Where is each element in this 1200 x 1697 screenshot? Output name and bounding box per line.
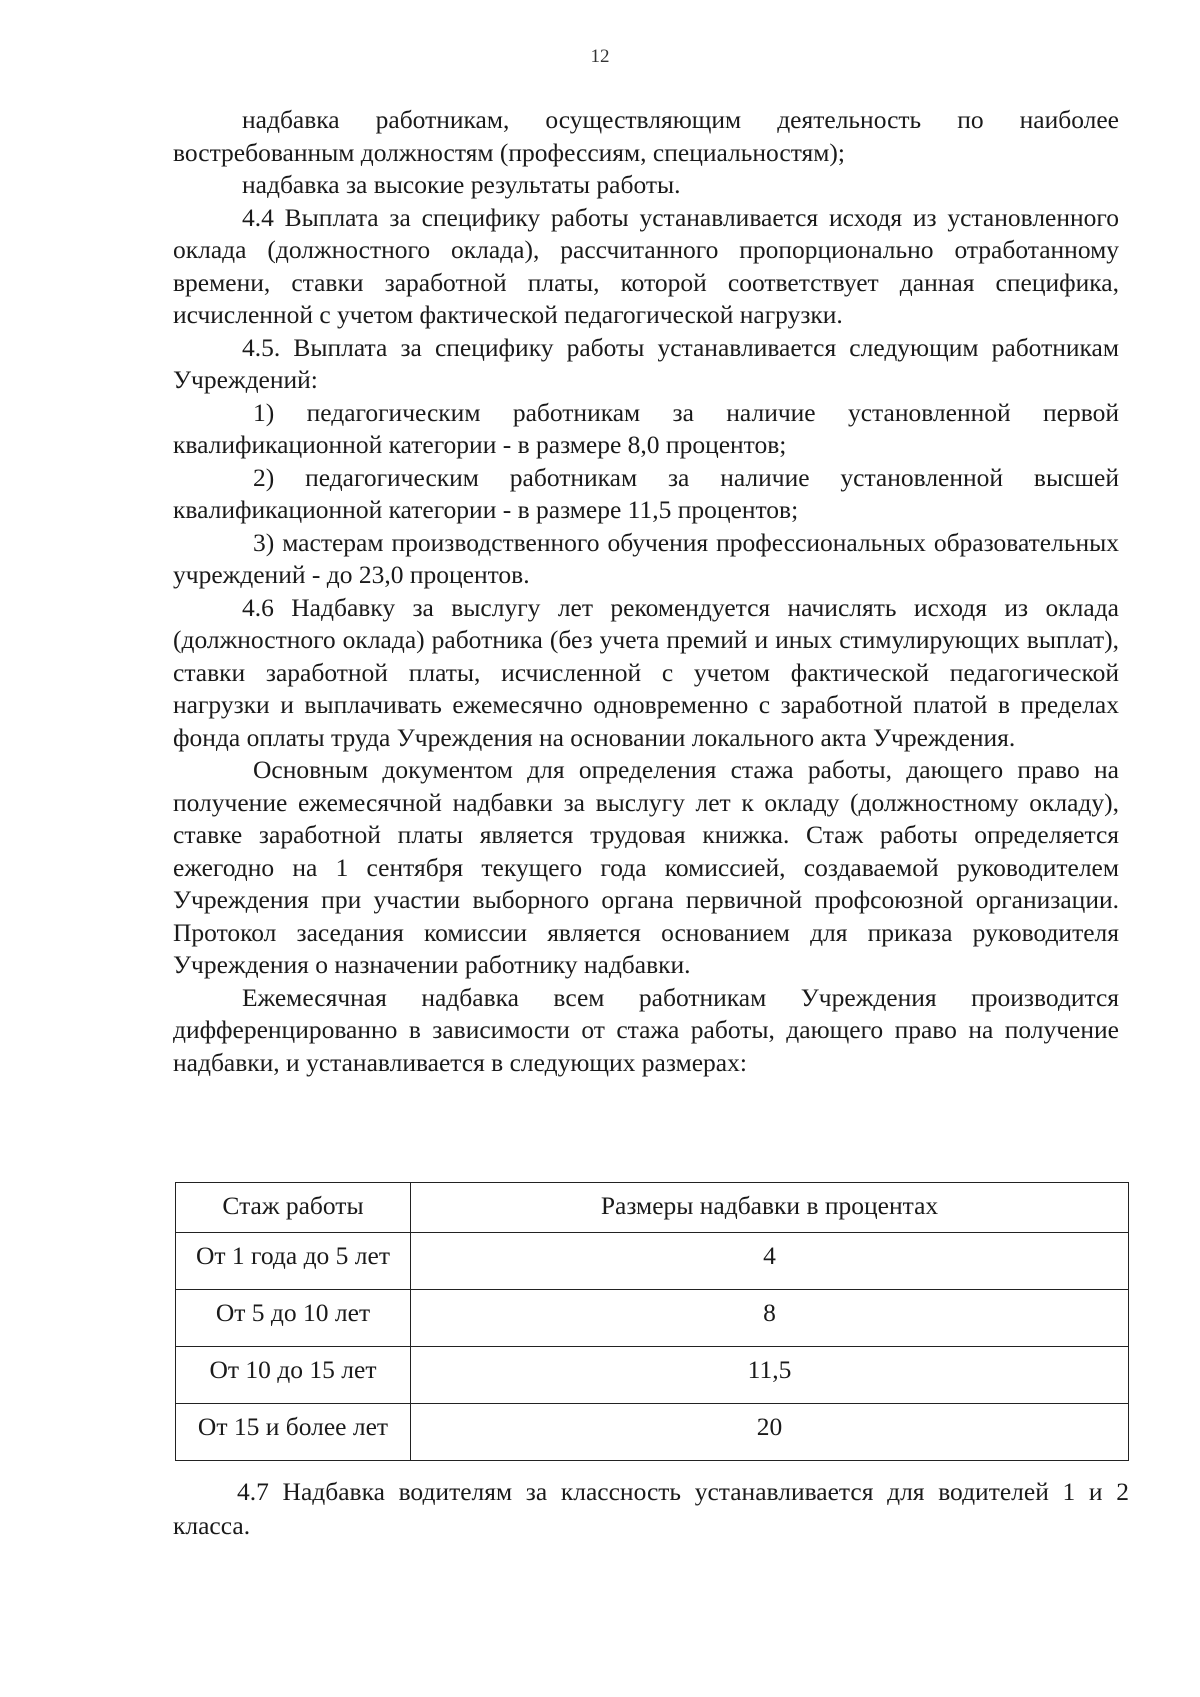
paragraph-high-results-bonus: надбавка за высокие результаты работы. — [242, 170, 681, 199]
table-row — [176, 1404, 1129, 1461]
header-bonus-percent: Размеры надбавки в процентах — [411, 1183, 1129, 1233]
paragraph-main-document: Основным документом для определения стажа работы, дающего право на получение ежемесячной надбавки за выслугу лет к окладу (должностному окладу), ставке заработной платы является трудовая книжка. Стаж работы определяется ежегодно на 1 сентября текущего года комиссией, создаваемой руководителем Учреждения при участии выборного органа первичной профсоюзной организации. Протокол заседания комиссии является основанием для приказа руководителя Учреждения о назначении работнику надбавки. — [173, 755, 1119, 979]
table-header-row — [176, 1183, 1129, 1233]
percent-cell: 20 — [411, 1404, 1129, 1461]
final-section — [173, 1475, 1129, 1543]
paragraph-4-7: 4.7 Надбавка водителям за классность устанавливается для водителей 1 и 2 класса. — [173, 1477, 1129, 1540]
percent-cell: 4 — [411, 1233, 1129, 1290]
list-item-2: 2) педагогическим работникам за наличие установленной высшей квалификационной категории - в размере 11,5 процентов; — [173, 462, 1119, 524]
percent-cell: 11,5 — [411, 1347, 1129, 1404]
seniority-cell: От 10 до 15 лет — [176, 1347, 411, 1404]
document-body — [173, 104, 1119, 1079]
seniority-cell: От 15 и более лет — [176, 1404, 411, 1461]
table-row — [176, 1347, 1129, 1404]
paragraph-4-6: 4.6 Надбавку за выслугу лет рекомендуется начислять исходя из оклада (должностного оклада) работника (без учета премий и иных стимулирующих выплат), ставки заработной платы, исчисленной с учетом фактической педагогической нагрузки и выплачивать ежемесячно одновременно с заработной платой в пределах фонда оплаты труда Учреждения на основании локального акта Учреждения. — [173, 592, 1119, 752]
paragraph-4-5: 4.5. Выплата за специфику работы устанавливается следующим работникам Учреждений: — [173, 332, 1119, 394]
paragraph-monthly-bonus: Ежемесячная надбавка всем работникам Учреждения производится дифференцированно в зависимости от стажа работы, дающего право на получение надбавки, и устанавливается в следующих размерах: — [173, 982, 1119, 1077]
table-row — [176, 1233, 1129, 1290]
paragraph-4-4: 4.4 Выплата за специфику работы устанавливается исходя из установленного оклада (должностного оклада), рассчитанного пропорционально отработанному времени, ставки заработной платы, которой соответствует данная специфика, исчисленной с учетом фактической педагогической нагрузки. — [173, 202, 1119, 329]
percent-cell: 8 — [411, 1290, 1129, 1347]
seniority-cell: От 1 года до 5 лет — [176, 1233, 411, 1290]
seniority-bonus-table — [175, 1182, 1129, 1461]
page-number: 12 — [590, 46, 610, 67]
list-item-1: 1) педагогическим работникам за наличие установленной первой квалификационной категории - в размере 8,0 процентов; — [173, 397, 1119, 459]
seniority-cell: От 5 до 10 лет — [176, 1290, 411, 1347]
table-row — [176, 1290, 1129, 1347]
paragraph-demanded-positions-bonus: надбавка работникам, осуществляющим деятельность по наиболее востребованным должностям (профессиям, специальностям); — [173, 105, 1119, 167]
list-item-3: 3) мастерам производственного обучения профессиональных образовательных учреждений - до 23,0 процентов. — [173, 527, 1119, 589]
header-seniority: Стаж работы — [176, 1183, 411, 1233]
